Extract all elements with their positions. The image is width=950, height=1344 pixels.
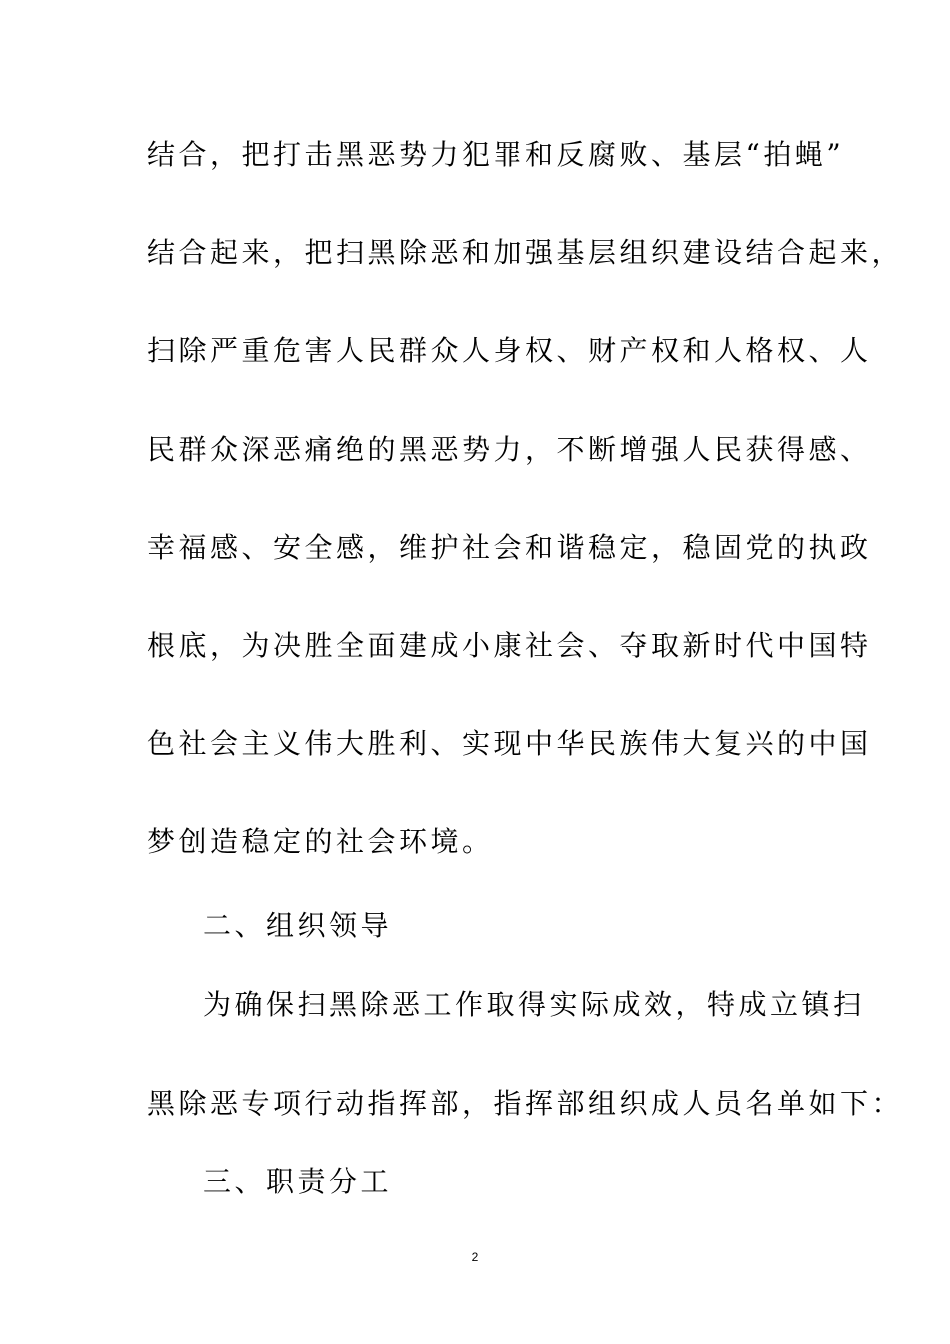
body-text-line: 结合起来，把扫黑除恶和加强基层组织建设结合起来， xyxy=(147,236,904,269)
body-text-line: 扫除严重危害人民群众人身权、财产权和人格权、人 xyxy=(147,334,872,367)
body-text-line: 梦创造稳定的社会环境。 xyxy=(147,825,494,858)
section-heading-3: 三、职责分工 xyxy=(203,1165,393,1198)
body-text-line: 根底，为决胜全面建成小康社会、夺取新时代中国特 xyxy=(147,629,872,662)
body-text-line: 为确保扫黑除恶工作取得实际成效，特成立镇扫 xyxy=(203,988,865,1021)
section-heading-2: 二、组织领导 xyxy=(203,909,393,942)
body-text-line: 黑除恶专项行动指挥部，指挥部组织成人员名单如下： xyxy=(147,1087,904,1120)
body-text-line: 色社会主义伟大胜利、实现中华民族伟大复兴的中国 xyxy=(147,727,872,760)
page-number: 2 xyxy=(471,1250,479,1264)
body-text-line: 幸福感、安全感，维护社会和谐稳定，稳固党的执政 xyxy=(147,531,872,564)
body-text-line: 民群众深恶痛绝的黑恶势力，不断增强人民获得感、 xyxy=(147,433,872,466)
body-text-line: 结合，把打击黑恶势力犯罪和反腐败、基层“拍蝇” xyxy=(147,138,845,171)
